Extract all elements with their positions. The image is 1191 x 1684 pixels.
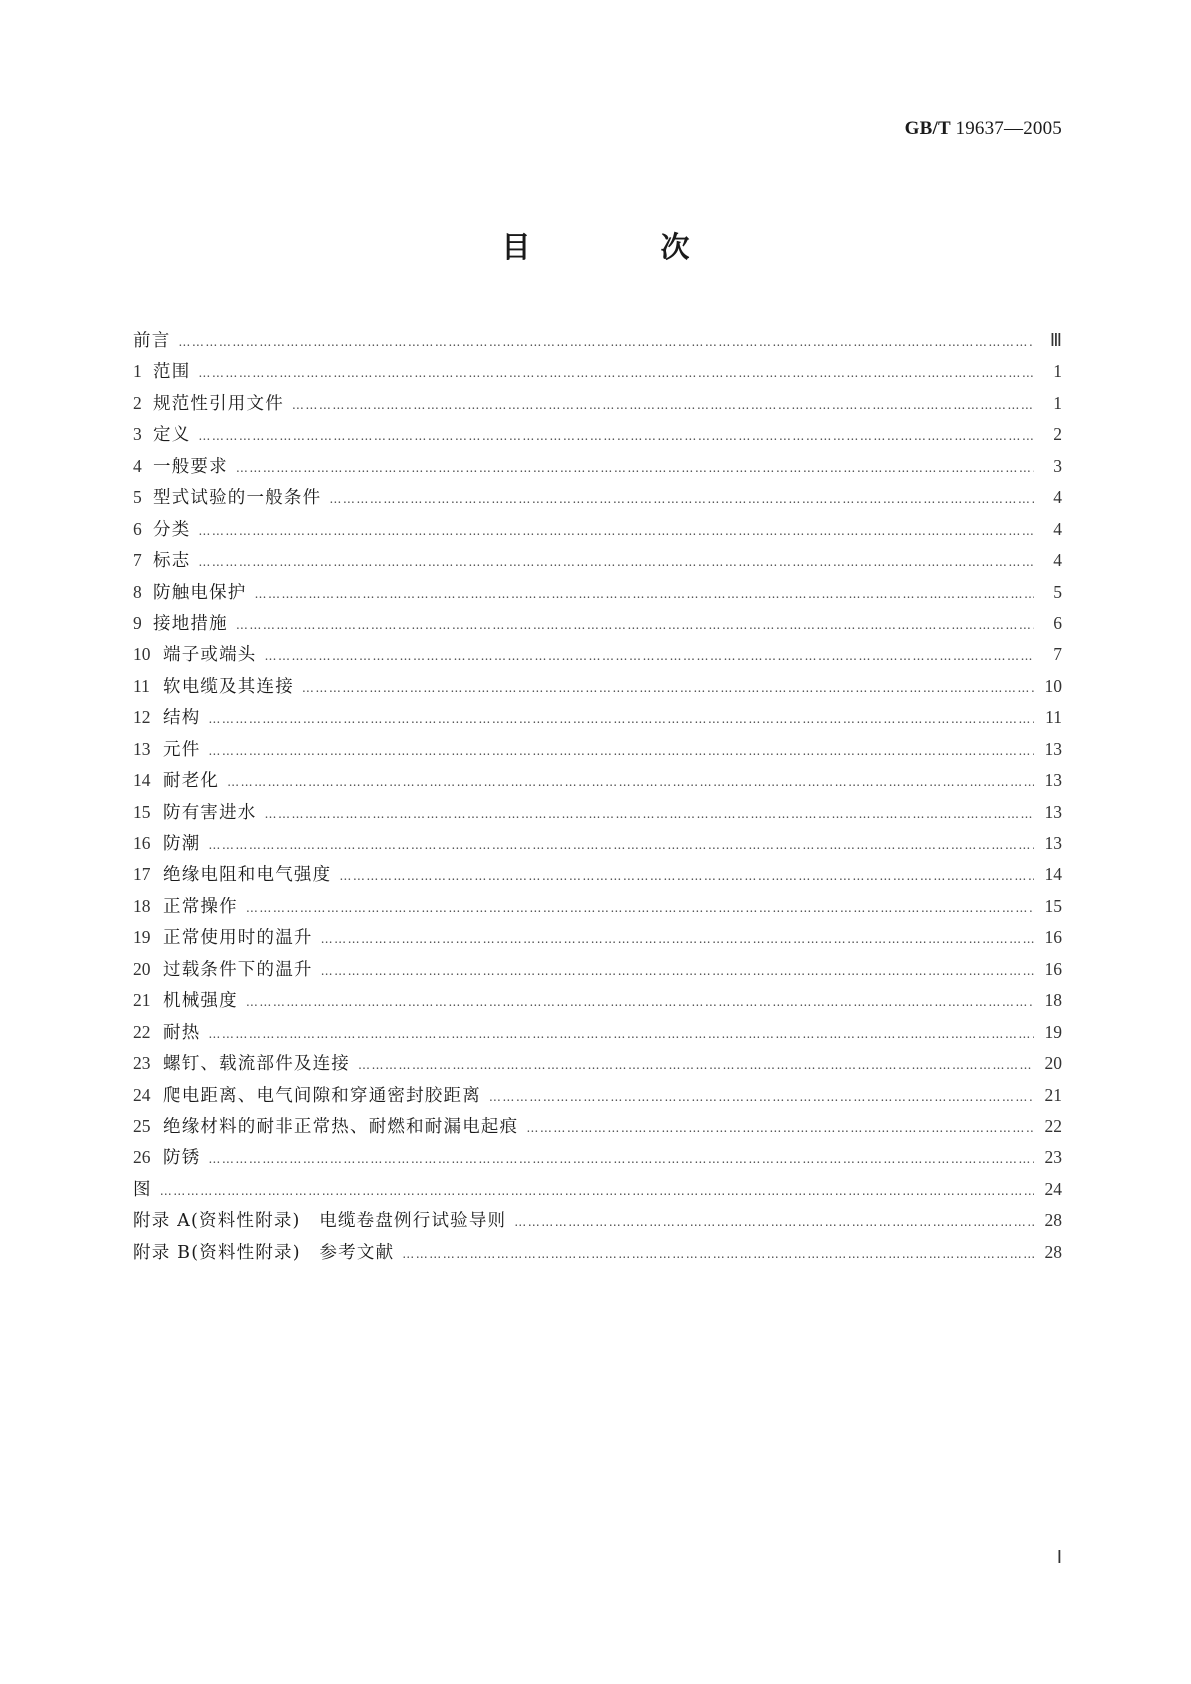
- toc-entry[interactable]: [133, 1176, 1062, 1207]
- toc-leader-dots: [514, 1215, 1034, 1229]
- toc-leader-dots: [208, 744, 1034, 758]
- toc-entry-page: 13: [1044, 833, 1062, 853]
- toc-leader-dots: [489, 1090, 1034, 1104]
- toc-entry-title: 一般要求: [153, 456, 228, 477]
- toc-entry[interactable]: [133, 610, 1062, 641]
- toc-entry-page: 28: [1044, 1210, 1062, 1231]
- toc-entry[interactable]: [133, 327, 1062, 358]
- toc-entry[interactable]: [133, 358, 1062, 389]
- toc-entry[interactable]: [133, 1082, 1062, 1113]
- toc-entry-title: 机械强度: [163, 991, 238, 1012]
- toc-entry-page: 10: [1044, 675, 1062, 696]
- toc-entry-title: 螺钉、载流部件及连接: [163, 1054, 350, 1075]
- toc-entry[interactable]: [133, 1113, 1062, 1144]
- toc-entry-page: 15: [1044, 895, 1062, 916]
- toc-entry-title: 接地措施: [153, 613, 228, 634]
- toc-leader-dots: [526, 1121, 1034, 1135]
- toc-leader-dots: [236, 461, 1034, 475]
- toc-entry-title: 附录 B(资料性附录) 参考文献: [133, 1242, 395, 1263]
- toc-entry-title: 防有害进水: [163, 802, 257, 823]
- toc-entry-number: 4: [133, 455, 142, 476]
- toc-entry[interactable]: [133, 579, 1062, 610]
- toc-entry-title: 前言: [133, 331, 171, 351]
- toc-entry-title: 结构: [163, 708, 201, 729]
- toc-entry-number: 22: [133, 1021, 151, 1042]
- toc-entry-number: 1: [133, 361, 142, 382]
- toc-entry-page: 5: [1053, 581, 1062, 602]
- toc-entry-page: 16: [1044, 927, 1062, 948]
- toc-entry-page: 21: [1044, 1084, 1062, 1105]
- toc-entry-title: 防潮: [163, 834, 201, 854]
- toc-entry[interactable]: [133, 767, 1062, 798]
- toc-entry-page: 11: [1045, 707, 1062, 728]
- toc-entry-page: 16: [1044, 958, 1062, 979]
- toc-entry-page: 24: [1044, 1178, 1062, 1199]
- toc-entry-page: 14: [1044, 864, 1062, 885]
- toc-entry-number: 18: [133, 895, 151, 916]
- toc-entry[interactable]: [133, 547, 1062, 578]
- toc-entry-number: 20: [133, 958, 151, 979]
- toc-entry-title: 防触电保护: [153, 582, 247, 603]
- toc-entry-title: 型式试验的一般条件: [153, 488, 322, 509]
- toc-entry-number: 26: [133, 1147, 151, 1168]
- toc-leader-dots: [198, 524, 1034, 538]
- toc-entry-title: 图: [133, 1179, 152, 1200]
- standard-prefix: GB/T: [904, 118, 951, 139]
- toc-entry-number: 23: [133, 1053, 151, 1074]
- toc-entry-title: 软电缆及其连接: [163, 676, 294, 697]
- toc-entry-page: 1: [1053, 361, 1062, 382]
- toc-entry-number: 13: [133, 738, 151, 759]
- toc-entry-page: 4: [1053, 550, 1062, 571]
- toc-leader-dots: [246, 995, 1034, 1009]
- toc-entry[interactable]: [133, 453, 1062, 484]
- toc-leader-dots: [227, 775, 1034, 789]
- toc-entry[interactable]: [133, 1144, 1062, 1175]
- toc-entry-page: Ⅲ: [1049, 330, 1062, 350]
- toc-entry[interactable]: [133, 736, 1062, 767]
- toc-entry-number: 9: [133, 612, 142, 633]
- toc-leader-dots: [198, 366, 1034, 380]
- toc-entry[interactable]: [133, 861, 1062, 892]
- toc-entry[interactable]: [133, 1207, 1062, 1238]
- toc-leader-dots: [208, 838, 1034, 852]
- toc-entry-number: 6: [133, 518, 142, 539]
- toc-entry[interactable]: [133, 1019, 1062, 1050]
- toc-entry[interactable]: [133, 830, 1062, 861]
- toc-entry-title: 耐热: [163, 1022, 201, 1043]
- toc-leader-dots: [339, 869, 1034, 883]
- toc-leader-dots: [236, 618, 1034, 632]
- toc-entry-title: 标志: [153, 551, 191, 572]
- toc-entry-page: 13: [1044, 738, 1062, 759]
- toc-entry-number: 21: [133, 990, 151, 1011]
- toc-entry[interactable]: [133, 893, 1062, 924]
- toc-entry-number: 2: [133, 392, 142, 413]
- toc-entry-page: 22: [1044, 1115, 1062, 1136]
- toc-entry-page: 28: [1044, 1241, 1062, 1262]
- toc-entry-number: 5: [133, 487, 142, 508]
- toc-entry-page: 7: [1053, 644, 1062, 665]
- toc-entry[interactable]: [133, 924, 1062, 955]
- toc-entry-number: 25: [133, 1115, 151, 1136]
- toc-entry-title: 耐老化: [163, 771, 220, 792]
- toc-entry-page: 18: [1044, 990, 1062, 1011]
- toc-entry-number: 14: [133, 770, 151, 791]
- toc-entry-page: 1: [1053, 392, 1062, 413]
- toc-leader-dots: [208, 1152, 1034, 1166]
- toc-entry[interactable]: [133, 704, 1062, 735]
- toc-entry-page: 4: [1053, 518, 1062, 539]
- toc-entry-page: 13: [1044, 801, 1062, 822]
- toc-entry-page: 23: [1044, 1147, 1062, 1168]
- toc-leader-dots: [321, 964, 1034, 978]
- toc-leader-dots: [208, 712, 1034, 726]
- toc-entry-title: 端子或端头: [163, 645, 257, 666]
- toc-leader-dots: [321, 932, 1034, 946]
- standard-code: [905, 118, 1062, 140]
- toc-entry-title: 绝缘电阻和电气强度: [163, 865, 332, 886]
- table-of-contents: [133, 327, 1062, 1270]
- toc-leader-dots: [160, 1184, 1034, 1198]
- toc-entry-title: 过载条件下的温升: [163, 959, 313, 980]
- toc-leader-dots: [302, 681, 1034, 695]
- toc-entry-number: 17: [133, 864, 151, 885]
- toc-leader-dots: [265, 649, 1035, 663]
- toc-entry-number: 3: [133, 424, 142, 445]
- toc-entry[interactable]: [133, 956, 1062, 987]
- toc-entry[interactable]: [133, 516, 1062, 547]
- toc-entry-page: 20: [1044, 1053, 1062, 1074]
- toc-entry-title: 爬电距离、电气间隙和穿通密封胶距离: [163, 1085, 481, 1106]
- toc-entry[interactable]: [133, 799, 1062, 830]
- toc-entry-number: 8: [133, 581, 142, 602]
- toc-entry[interactable]: [133, 1050, 1062, 1081]
- toc-entry-page: 13: [1044, 770, 1062, 791]
- toc-entry-title: 分类: [153, 519, 191, 540]
- toc-entry[interactable]: [133, 390, 1062, 421]
- toc-entry[interactable]: [133, 673, 1062, 704]
- toc-entry-title: 附录 A(资料性附录) 电缆卷盘例行试验导则: [133, 1211, 507, 1232]
- toc-leader-dots: [255, 587, 1035, 601]
- toc-entry[interactable]: [133, 484, 1062, 515]
- standard-number: 19637—2005: [955, 118, 1062, 139]
- toc-entry-page: 2: [1053, 424, 1062, 445]
- toc-entry-number: 24: [133, 1084, 151, 1105]
- toc-entry-number: 19: [133, 927, 151, 948]
- toc-entry[interactable]: [133, 641, 1062, 672]
- toc-leader-dots: [358, 1058, 1034, 1072]
- toc-entry-title: 正常使用时的温升: [163, 928, 313, 949]
- toc-leader-dots: [198, 555, 1034, 569]
- toc-entry-title: 元件: [163, 739, 201, 760]
- toc-entry-title: 定义: [153, 425, 191, 446]
- toc-entry-number: 10: [133, 644, 151, 665]
- toc-entry-page: 4: [1053, 487, 1062, 508]
- toc-entry-number: 16: [133, 833, 151, 853]
- toc-leader-dots: [246, 901, 1034, 915]
- toc-entry[interactable]: [133, 1239, 1062, 1270]
- toc-entry-number: 11: [133, 675, 150, 696]
- toc-entry-title: 正常操作: [163, 896, 238, 917]
- toc-entry-title: 范围: [153, 362, 191, 383]
- toc-entry[interactable]: [133, 987, 1062, 1018]
- toc-leader-dots: [329, 492, 1034, 506]
- toc-entry-title: 规范性引用文件: [153, 393, 284, 414]
- toc-leader-dots: [265, 807, 1035, 821]
- toc-entry-number: 12: [133, 707, 151, 728]
- toc-entry[interactable]: [133, 421, 1062, 452]
- toc-leader-dots: [292, 398, 1034, 412]
- toc-entry-number: 7: [133, 550, 142, 571]
- toc-entry-title: 防锈: [163, 1148, 201, 1169]
- toc-leader-dots: [178, 335, 1034, 349]
- page-title: 目 次: [501, 230, 750, 264]
- toc-entry-number: 15: [133, 801, 151, 822]
- toc-entry-title: 绝缘材料的耐非正常热、耐燃和耐漏电起痕: [163, 1116, 519, 1137]
- toc-leader-dots: [198, 429, 1034, 443]
- page-folio: Ⅰ: [1056, 1547, 1062, 1567]
- toc-entry-page: 3: [1053, 455, 1062, 476]
- toc-leader-dots: [402, 1247, 1034, 1261]
- toc-entry-page: 6: [1053, 612, 1062, 633]
- toc-entry-page: 19: [1044, 1021, 1062, 1042]
- toc-leader-dots: [208, 1027, 1034, 1041]
